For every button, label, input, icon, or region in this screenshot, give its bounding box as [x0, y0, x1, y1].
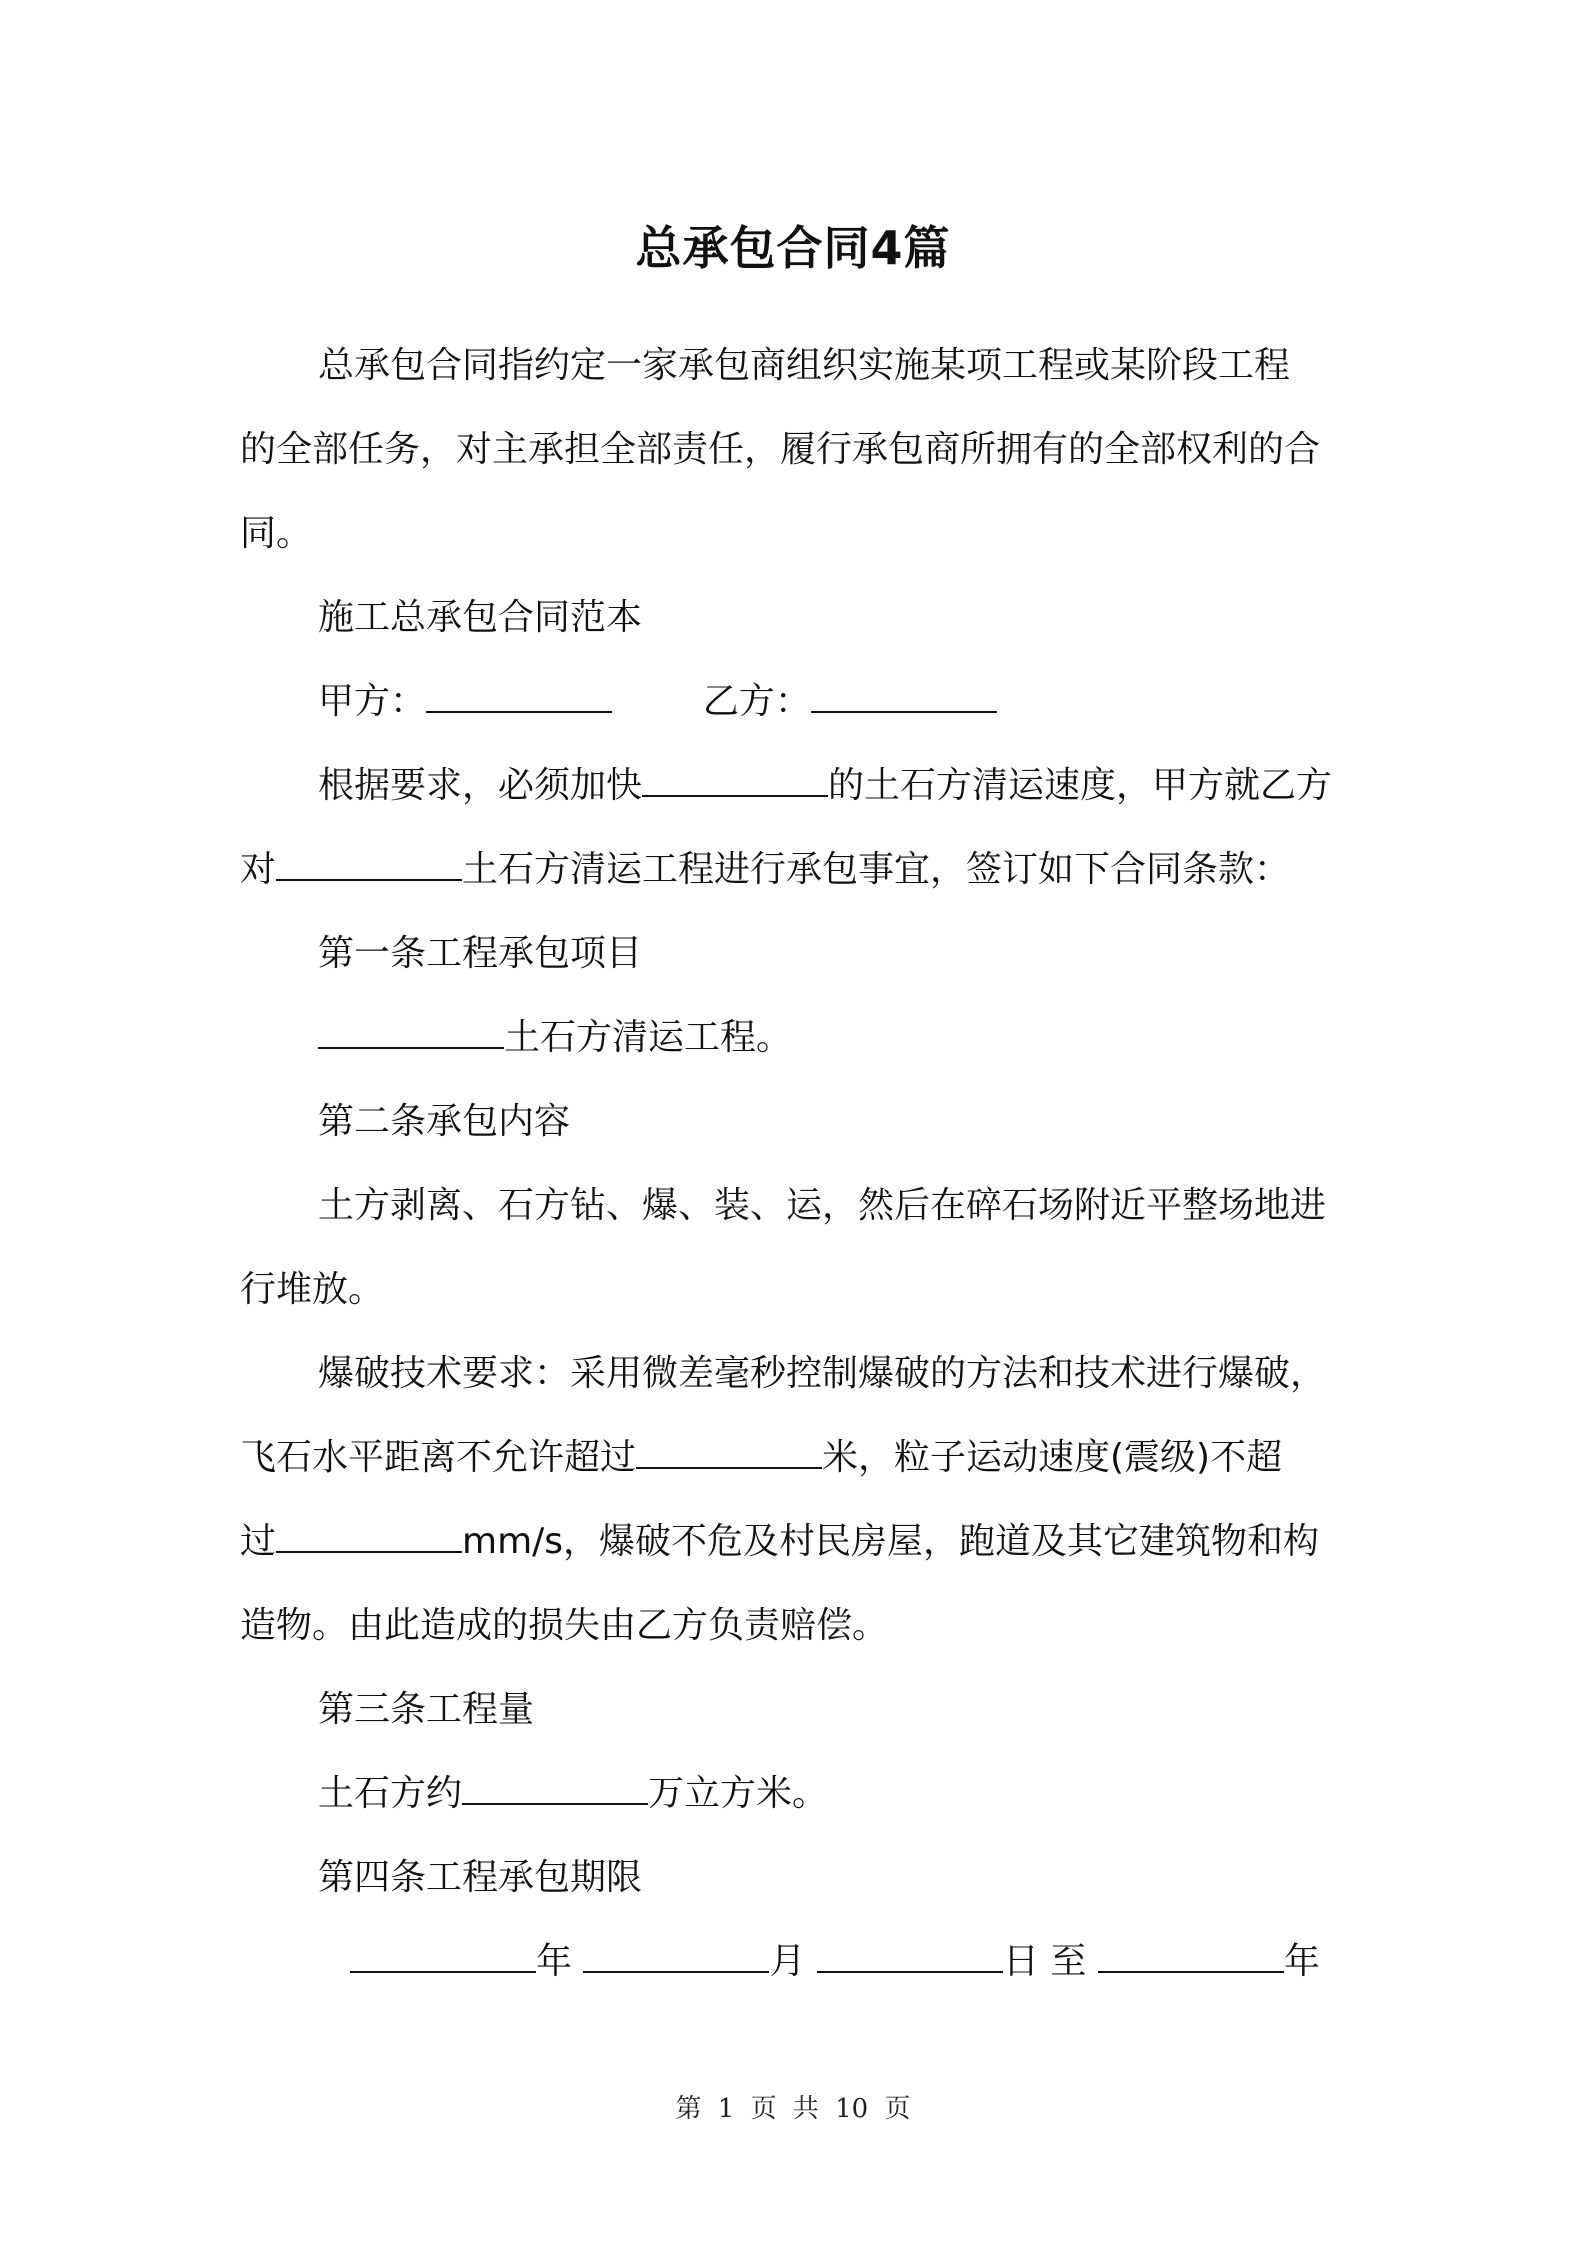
party-a-label: 甲方：	[318, 681, 427, 722]
article-2-title: 第二条承包内容	[318, 1101, 571, 1142]
page-number: 第 1 页 共 10 页	[675, 2094, 911, 2124]
article-2-line-2: 行堆放。	[240, 1269, 385, 1310]
article-1-body: 土石方清运工程。	[504, 1017, 793, 1058]
basis-blank-2	[276, 849, 462, 881]
start-month-label: 月	[769, 1941, 806, 1982]
article-1-title: 第一条工程承包项目	[318, 933, 643, 974]
blast-blank-2	[276, 1521, 462, 1553]
blast-text-3b: mm/s，爆破不危及村民房屋，跑道及其它建筑物和构	[462, 1521, 1320, 1562]
article-3-title: 第三条工程量	[318, 1689, 535, 1730]
start-year-label: 年	[536, 1941, 573, 1982]
article-4-title: 第四条工程承包期限	[318, 1857, 643, 1898]
end-year-blank	[1098, 1941, 1284, 1973]
intro-paragraph-line-1: 总承包合同指约定一家承包商组织实施某项工程或某阶段工程	[318, 345, 1291, 386]
party-b-label: 乙方：	[702, 681, 811, 722]
article-1-text	[318, 996, 792, 1080]
basis-line-1	[318, 744, 1332, 828]
start-day-blank	[817, 1941, 1003, 1973]
basis-line-2	[240, 828, 1290, 912]
start-day-label: 日	[1002, 1941, 1039, 1982]
intro-paragraph-line-3: 同。	[240, 513, 313, 554]
basis-text-b: 的土石方清运速度，甲方就乙方	[828, 765, 1333, 806]
party-b-blank	[811, 681, 997, 713]
parties-line	[318, 660, 997, 744]
basis-text-a: 根据要求，必须加快	[318, 765, 643, 806]
start-year-blank	[350, 1941, 536, 1973]
section-heading: 施工总承包合同范本	[318, 597, 643, 638]
blast-text-2a: 飞石水平距离不允许超过	[240, 1437, 637, 1478]
start-month-blank	[583, 1941, 769, 1973]
blast-text-3a: 过	[240, 1521, 277, 1562]
blast-line-1: 爆破技术要求：采用微差毫秒控制爆破的方法和技术进行爆破，	[318, 1353, 1327, 1394]
intro-paragraph-line-2: 的全部任务，对主承担全部责任，履行承包商所拥有的全部权利的合	[240, 429, 1321, 470]
article-1-blank	[318, 1017, 504, 1049]
term-date-line	[350, 1920, 1320, 2004]
end-year-label: 年	[1283, 1941, 1320, 1982]
blast-blank-1	[636, 1437, 822, 1469]
basis-text-c: 对	[240, 849, 277, 890]
blast-line-2	[240, 1416, 1282, 1500]
blast-line-4: 造物。由此造成的损失由乙方负责赔偿。	[240, 1605, 889, 1646]
article-2-line-1: 土方剥离、石方钻、爆、装、运，然后在碎石场附近平整场地进	[318, 1185, 1327, 1226]
date-to-label: 至	[1050, 1941, 1087, 1982]
basis-text-d: 土石方清运工程进行承包事宜，签订如下合同条款：	[462, 849, 1291, 890]
article-3-text-b: 万立方米。	[648, 1773, 829, 1814]
blast-text-2b: 米，粒子运动速度(震级)不超	[822, 1437, 1283, 1478]
article-3-text-a: 土石方约	[318, 1773, 463, 1814]
document-title: 总承包合同4篇	[635, 221, 951, 275]
blast-line-3	[240, 1500, 1319, 1584]
article-3-blank	[462, 1773, 648, 1805]
article-3-text	[318, 1752, 828, 1836]
basis-blank-1	[642, 765, 828, 797]
party-a-blank	[426, 681, 612, 713]
